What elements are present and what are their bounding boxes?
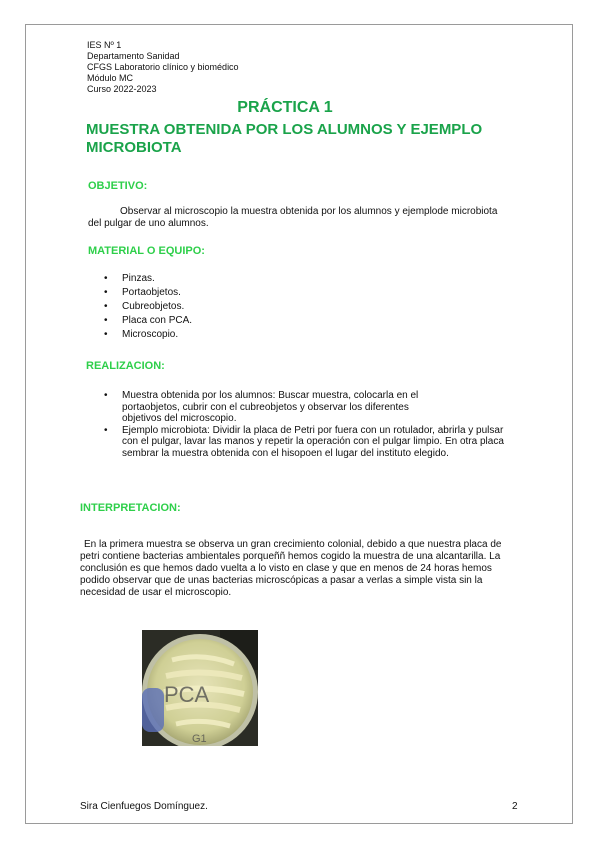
document-header xyxy=(87,40,239,95)
list-item: • Ejemplo microbiota: Dividir la placa de Petri por fuera con un rotulador, abrirla y pulsar con el pulgar, lavar las manos y repetir la operación con el pulgar limpio. En otra placa sembrar la muestra obtenida con el hisopoen el lugar del instituto elegido. xyxy=(122,425,518,460)
list-item: • Pinzas. xyxy=(122,272,422,286)
footer-page-number: 2 xyxy=(512,801,518,812)
interpretacion-heading: INTERPRETACION: xyxy=(80,502,181,514)
petri-dish-illustration xyxy=(142,630,258,746)
interpretacion-text: En la primera muestra se observa un gran crecimiento colonial, debido a que nuestra placa de petri contiene bacterias ambientales porqueññ hemos cogido la muestra de una alcantarilla. La conclusión es que hemos dado vuelta a lo visto en clase y que en menos de 24 horas hemos podido observar que de unas bacterias microscópicas a pasar a verlas a simple vista sin la necesidad de usar el microscopio. xyxy=(80,539,502,598)
objetivo-heading: OBJETIVO: xyxy=(88,180,148,192)
footer-author: Sira Cienfuegos Domínguez. xyxy=(80,801,208,812)
list-item: • Placa con PCA. xyxy=(122,314,422,328)
glove-shape xyxy=(142,688,164,732)
list-item: • Portaobjetos. xyxy=(122,286,422,300)
material-heading: MATERIAL O EQUIPO: xyxy=(88,245,205,257)
objetivo-text: Observar al microscopio la muestra obtenida por los alumnos y ejemplode microbiota del pulgar de uno alumnos. xyxy=(88,206,498,229)
plate-corner-label: G1 xyxy=(192,733,207,745)
header-line-module: Módulo MC xyxy=(87,73,134,83)
material-list xyxy=(122,272,422,342)
list-item: • Microscopio. xyxy=(122,328,422,342)
header-line-department: Departamento Sanidad xyxy=(87,51,180,61)
realizacion-heading: REALIZACION: xyxy=(86,360,165,372)
practice-subtitle: MUESTRA OBTENIDA POR LOS ALUMNOS Y EJEMPLO MICROBIOTA xyxy=(86,121,483,156)
realizacion-list xyxy=(122,390,518,459)
list-item: • Cubreobjetos. xyxy=(122,300,422,314)
list-item: • Muestra obtenida por los alumnos: Buscar muestra, colocarla en el portaobjetos, cubrir con el cubreobjetos y observar los diferentes objetivos del microscopio. xyxy=(122,390,422,425)
header-line-course-cycle: CFGS Laboratorio clínico y biomédico xyxy=(87,62,239,72)
header-line-school: IES Nº 1 xyxy=(87,40,122,50)
petri-dish-photo xyxy=(142,630,258,746)
practice-title: PRÁCTICA 1 xyxy=(237,99,333,116)
header-line-year: Curso 2022-2023 xyxy=(87,84,157,94)
plate-label: PCA xyxy=(164,682,210,707)
